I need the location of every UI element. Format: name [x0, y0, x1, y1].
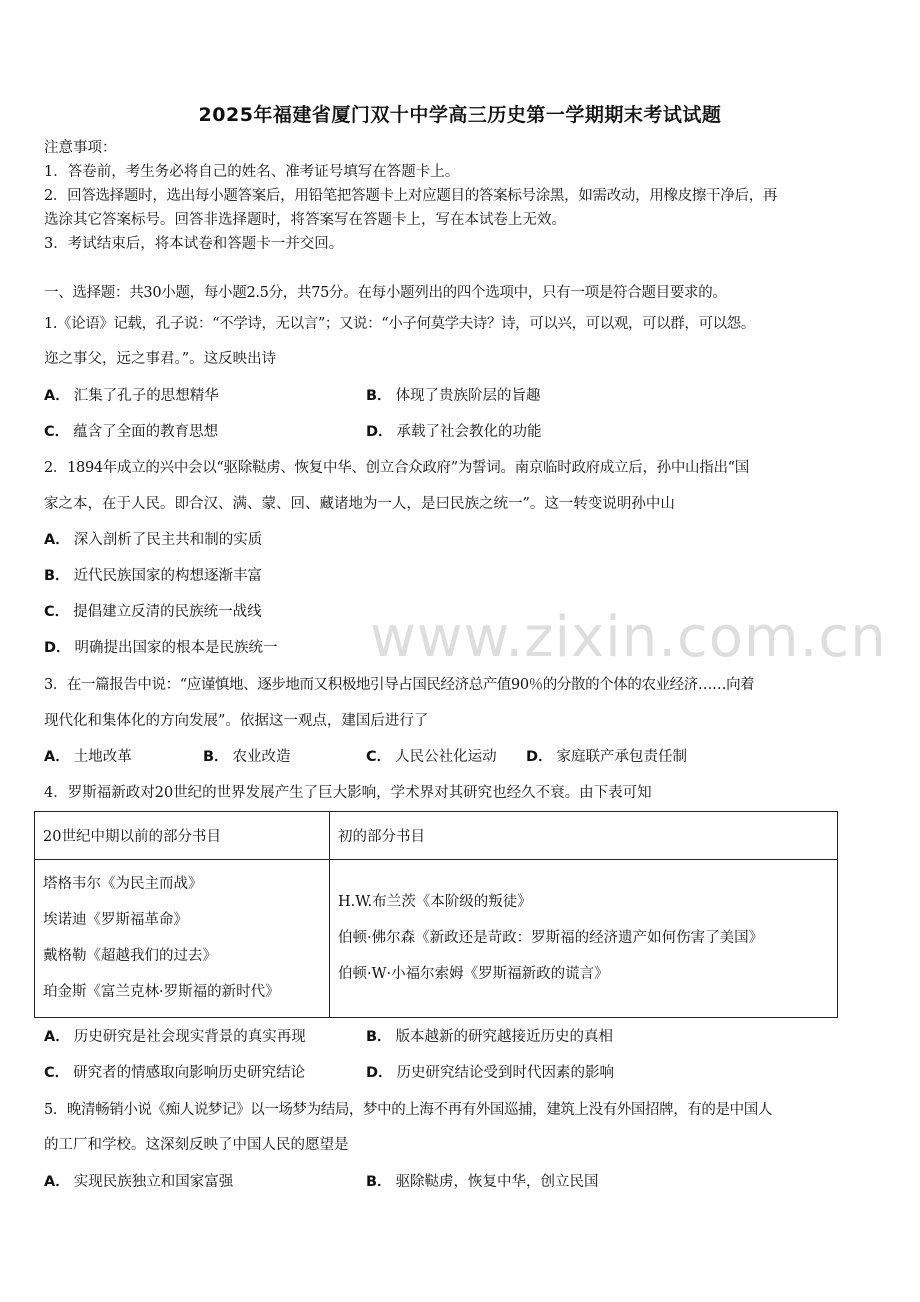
- question-5-stem: 5．晚清畅销小说《痴人说梦记》以一场梦为结局，梦中的上海不再有外国巡捕，建筑上没有外国招牌，有的是中国人: [44, 1102, 772, 1118]
- book-entry: H.W.布兰茨《本阶级的叛徒》: [338, 894, 532, 910]
- section-heading: 一、选择题：共30小题，每小题2.5分，共75分。在每小题列出的四个选项中，只有一项是符合题目要求的。: [44, 285, 727, 301]
- q1-option-d: D． 承载了社会教化的功能: [366, 424, 542, 440]
- q1-option-a: A． 汇集了孔子的思想精华: [44, 388, 219, 404]
- q3-option-a: A． 土地改革: [44, 749, 132, 765]
- q3-option-c: C． 人民公社化运动: [366, 749, 497, 765]
- notice-item: 1．答卷前，考生务必将自己的姓名、准考证号填写在答题卡上。: [44, 164, 460, 180]
- q2-option-b: B． 近代民族国家的构想逐渐丰富: [44, 568, 263, 584]
- book-entry: 珀金斯《富兰克林·罗斯福的新时代》: [43, 984, 280, 1000]
- table-cell-recent-books: [330, 860, 838, 1018]
- question-3-stem: 现代化和集体化的方向发展”。依据这一观点，建国后进行了: [44, 713, 429, 729]
- q1-option-b: B． 体现了贵族阶层的旨趣: [366, 388, 541, 404]
- watermark: www.zixin.com.cn: [370, 605, 887, 670]
- book-entry: 塔格韦尔《为民主而战》: [43, 876, 203, 892]
- book-entry: 伯顿·W·小福尔索姆《罗斯福新政的谎言》: [338, 966, 609, 982]
- q5-option-b: B． 驱除鞑虏，恢复中华，创立民国: [366, 1174, 599, 1190]
- notice-heading: 注意事项：: [44, 140, 117, 156]
- q2-option-a: A． 深入剖析了民主共和制的实质: [44, 532, 263, 548]
- question-4-stem: 4．罗斯福新政对20世纪的世界发展产生了巨大影响，学术界对其研究也经久不衰。由下表可知: [44, 785, 652, 801]
- notice-item: 2．回答选择题时，选出每小题答案后，用铅笔把答题卡上对应题目的答案标号涂黑，如需改动，用橡皮擦干净后，再: [44, 188, 778, 204]
- question-2-stem: 家之本，在于人民。即合汉、满、蒙、回、藏诸地为一人，是曰民族之统一”。这一转变说明孙中山: [44, 496, 675, 512]
- question-5-stem: 的工厂和学校。这深刻反映了中国人民的愿望是: [44, 1137, 349, 1153]
- q2-option-d: D． 明确提出国家的根本是民族统一: [44, 640, 278, 656]
- bibliography-table: [34, 811, 838, 1018]
- q3-option-d: D． 家庭联产承包责任制: [526, 749, 688, 765]
- table-header-cell: 初的部分书目: [330, 812, 838, 860]
- table-header-cell: 20世纪中期以前的部分书目: [35, 812, 330, 860]
- book-entry: 埃诺迪《罗斯福革命》: [43, 912, 188, 928]
- q4-option-a: A． 历史研究是社会现实背景的真实再现: [44, 1029, 306, 1045]
- question-3-stem: 3．在一篇报告中说：“应谨慎地、逐步地而又积极地引导占国民经济总产值90％的分散的个体的农业经济……向着: [44, 677, 755, 693]
- q4-option-d: D． 历史研究结论受到时代因素的影响: [366, 1065, 615, 1081]
- table-cell-early-books: [35, 860, 330, 1018]
- q3-option-b: B． 农业改造: [203, 749, 291, 765]
- notice-item: 选涂其它答案标号。回答非选择题时，将答案写在答题卡上，写在本试卷上无效。: [44, 212, 566, 228]
- notice-item: 3．考试结束后，将本试卷和答题卡一并交回。: [44, 236, 344, 252]
- book-entry: 戴格勒《超越我们的过去》: [43, 948, 217, 964]
- question-2-stem: 2．1894年成立的兴中会以“驱除鞑虏、恢复中华、创立合众政府”为誓词。南京临时政府成立后，孙中山指出“国: [44, 460, 749, 476]
- q5-option-a: A． 实现民族独立和国家富强: [44, 1174, 234, 1190]
- page-title: 2025年福建省厦门双十中学高三历史第一学期期末考试试题: [198, 104, 722, 126]
- question-1-stem: 迩之事父，远之事君。”。这反映出诗: [44, 351, 277, 367]
- q4-option-b: B． 版本越新的研究越接近历史的真相: [366, 1029, 614, 1045]
- book-entry: 伯顿·佛尔森《新政还是苛政：罗斯福的经济遗产如何伤害了美国》: [338, 930, 764, 946]
- q2-option-c: C． 提倡建立反清的民族统一战线: [44, 604, 262, 620]
- question-1-stem: 1.《论语》记载，孔子说：“不学诗，无以言”；又说：“小子何莫学夫诗？诗，可以兴，可以观，可以群，可以怨。: [44, 316, 755, 332]
- q1-option-c: C． 蕴含了全面的教育思想: [44, 424, 219, 440]
- q4-option-c: C． 研究者的情感取向影响历史研究结论: [44, 1065, 306, 1081]
